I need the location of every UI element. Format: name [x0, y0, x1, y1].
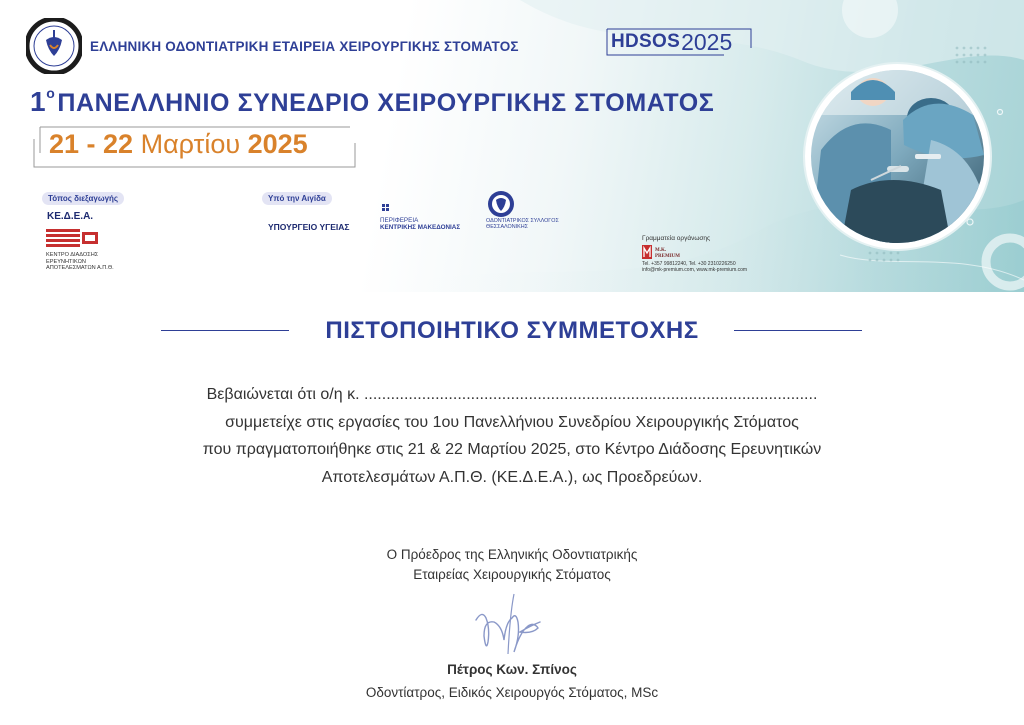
- ozs-line-1: ΟΔΟΝΤΙΑΤΡΙΚΟΣ ΣΥΛΛΟΓΟΣ: [486, 218, 559, 224]
- venue-description: ΚΕΝΤΡΟ ΔΙΑΔΟΣΗΣ ΕΡΕΥΝΗΤΙΚΩΝ ΑΠΟΤΕΛΕΣΜΑΤΩΝ Α.Π.Θ.: [46, 252, 114, 272]
- congress-title-text: ΠΑΝΕΛΛΗΝΙΟ ΣΥΝΕΔΡΙΟ ΧΕΙΡΟΥΡΓΙΚΗΣ ΣΤΟΜΑΤΟΣ: [57, 89, 715, 117]
- venue-pill: Τόπος διεξαγωγής: [42, 192, 124, 205]
- certificate-line-2: συμμετείχε στις εργασίες του 1ου Πανελλήνιου Συνεδρίου Χειρουργικής Στόματος: [225, 413, 799, 431]
- certificate-title-block: [0, 314, 1024, 348]
- region-line-2: ΚΕΝΤΡΙΚΗΣ ΜΑΚΕΔΟΝΙΑΣ: [380, 224, 461, 231]
- certificate-title: ΠΙΣΤΟΠΟΙΗΤΙΚΟ ΣΥΜΜΕΤΟΧΗΣ: [325, 317, 699, 344]
- hdsos-acronym: HDSOS: [611, 31, 681, 52]
- secretariat-label: Γραμματεία οργάνωσης: [642, 235, 711, 242]
- secretariat-web: info@mk-premium.com, www.mk-premium.com: [642, 267, 748, 274]
- dental-association-logo: [487, 190, 515, 218]
- dates-month: Μαρτίου: [140, 129, 241, 159]
- congress-number: 1: [30, 86, 47, 117]
- region-name: [380, 217, 460, 231]
- signatory-role: [312, 545, 712, 585]
- society-logo: [26, 18, 82, 74]
- hdsos-year: 2025: [681, 28, 733, 55]
- secretariat-contact: [642, 261, 747, 274]
- svg-text:PREMIUM: PREMIUM: [655, 254, 680, 259]
- congress-dates: [32, 125, 357, 169]
- svg-text:M.K.: M.K.: [655, 248, 667, 253]
- auspices-pill: Υπό την Αιγίδα: [262, 192, 332, 205]
- signatory-role-line-1: Ο Πρόεδρος της Ελληνικής Οδοντιατρικής: [386, 547, 638, 562]
- certificate-line-4: Αποτελεσμάτων Α.Π.Θ. (ΚΕ.Δ.Ε.Α.), ως Προεδρεύων.: [321, 468, 703, 486]
- venue-name: ΚΕ.Δ.Ε.Α.: [47, 211, 94, 222]
- header-banner: [0, 0, 1024, 292]
- region-line-1: ΠΕΡΙΦΕΡΕΙΑ: [380, 217, 419, 224]
- surgery-photo-frame: [805, 64, 990, 249]
- mk-premium-logo: [642, 245, 690, 259]
- society-name: ΕΛΛΗΝΙΚΗ ΟΔΟΝΤΙΑΤΡΙΚΗ ΕΤΑΙΡΕΙΑ ΧΕΙΡΟΥΡΓΙΚΗΣ ΣΤΟΜΑΤΟΣ: [90, 39, 519, 54]
- signatory-title: Οδοντίατρος, Ειδικός Χειρουργός Στόματος, MSc: [365, 685, 659, 700]
- certificate-line-1: Βεβαιώνεται ότι ο/η κ. ......................................................................................................: [206, 386, 818, 403]
- ministry-of-health: ΥΠΟΥΡΓΕΙΟ ΥΓΕΙΑΣ: [268, 222, 350, 232]
- certificate-body: [112, 381, 912, 491]
- secretariat-phones: Tel. +357 99812240, Tel. +30 2310226250: [642, 261, 736, 267]
- signatory-name: Πέτρος Κων. Σπίνος: [447, 662, 577, 677]
- surgery-photo: [811, 70, 984, 243]
- handwritten-signature: [466, 590, 556, 658]
- congress-title: [30, 86, 714, 118]
- dental-association-name: [486, 218, 559, 230]
- keddea-logo: [46, 226, 100, 250]
- signatory-role-line-2: Εταιρείας Χειρουργικής Στόματος: [413, 567, 611, 582]
- dates-days: 21 - 22: [49, 129, 134, 159]
- region-emblem-icon: [381, 203, 393, 215]
- congress-ordinal-suffix: ο: [46, 84, 56, 101]
- dates-year: 2025: [247, 129, 308, 159]
- title-divider-right: [734, 330, 862, 331]
- ozs-line-2: ΘΕΣΣΑΛΟΝΙΚΗΣ: [486, 224, 528, 231]
- certificate-line-3: που πραγματοποιήθηκε στις 21 & 22 Μαρτίου 2025, στο Κέντρο Διάδοσης Ερευνητικών: [202, 441, 822, 458]
- hdsos-badge: [604, 26, 732, 58]
